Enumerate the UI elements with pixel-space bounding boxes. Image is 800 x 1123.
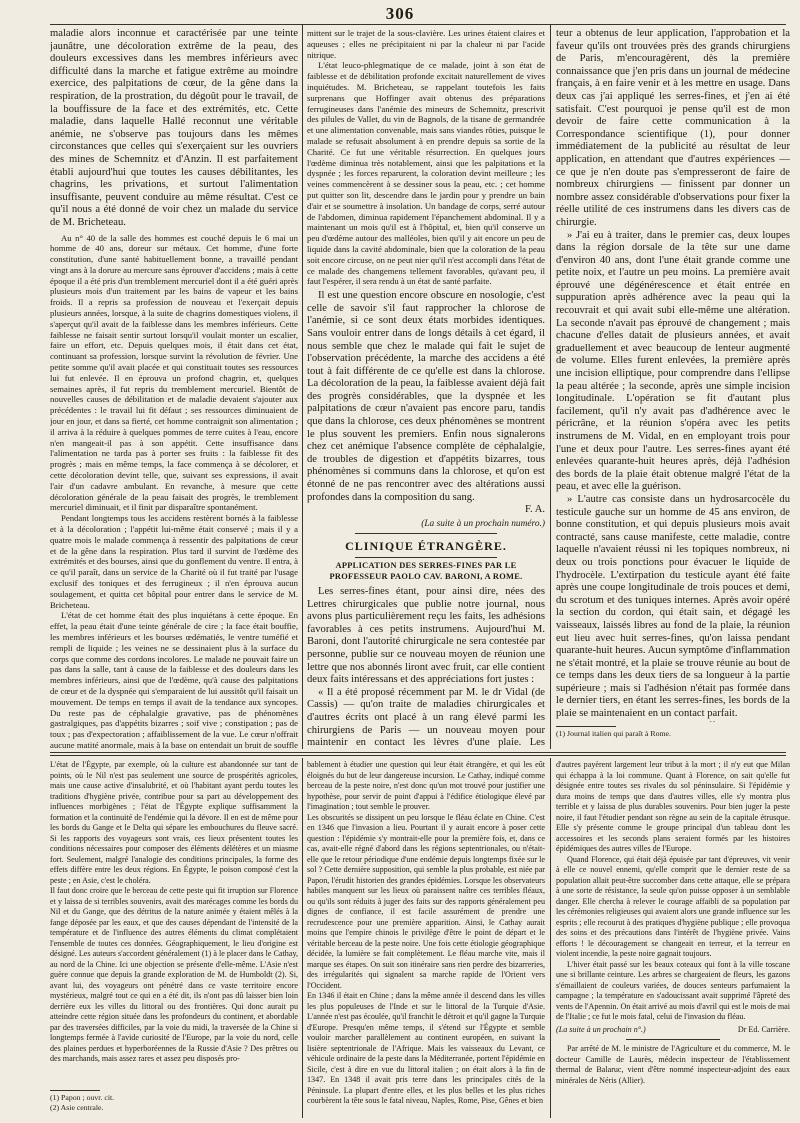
paragraph: L'état de l'Égypte, par exemple, où la culture est abandonnée sur tant de points, où le Nil n'est pas seulement une source de prospérités agricoles, mais une cause active d'insalubrité, et où l'habitant ayant perdu toutes les traditions d'hygiène privée, contribue pour sa part au développement des influences morbigènes ; l'état de l'Égypte explique suffisamment la formation et la continuité de l'endémie qui la dévore. Il en est de même pour les bords du Gange et le Delta qui sépare les embouchures du fleuve sacré. Si les rapports des voyageurs sont vrais, ces lieux présentent toutes les conditions nécessaires pour composer des éléments délétères et un miasme fort. Seulement, malgré l'analogie des conditions principales, la forme des effets diffère entre les deux régions. En Égypte, le poison composé c'est la peste ; en Asie, c'est le choléra. Il faut donc croire que le berceau de cette peste qui fit irruption sur Florence et y laissa de si terribles souvenirs, avait des marécages comme les bords du Nil et du Gange, que des détritus de la nature animée y étaient mêlés à la fange déposée par les eaux, et que des causes dépendant de l'intensité de la température et de l'influence des autres éléments du climat complétaient l'ensemble de toutes ces données. Géographiquement, le lieu d'origine est désigné. Les auteurs s'accordent généralement (1) à le placer dans le Cathay, au nord de la Chine. Ici une objection se présente d'elle-même. L'Asie n'est guère connue que depuis la grande exploration de M. de Humboldt (2). Si, avant lui, des voyageurs ont pénétré dans ce vaste territoire encore mystérieux, malgré tout ce qui en a été dit, ils n'ont pas dû laisser bien loin derrière eux les villes du littoral ou des frontières. Qui donc aurait pu atteindre cette région située dans les profondeurs du continent, et abordable par des traversées difficiles, par la voie du midi, la traversée de la Chine si longtemps fermée à l'avide curiosité de l'Europe, par la voie du nord, celle des plaines perdues et hyperboréennes de la Russie d'Asie ? Des prêtres ou des marchands, mais assez rares et assez peu disposés pro- xyxy=(50,760,298,1063)
paragraph: teur a obtenus de leur application, l'approbation et la faveur qu'ils ont trouvées près des grands chirurgiens de Paris, m'encouragèrent, dès la première connaissance que j'en pris dans un journal de médecine français, à en faire venir et à les mettre en usage. Dans deux cas j'ai appliqué les serres-fines, et j'en ai été satisfait. C'est pourquoi je pense qu'il est de mon devoir de faire cette communication à la Correspondance scientifique (1), pour donner immédiatement de la publicité au résultat de leur application, en attendant que d'autres expériences — ce que je n'en doute pas s'empresseront de faire de nombreux chirurgiens — finissent par donner un nombre assez considérable d'observations pour fixer la réelle utilité de ces instrumens dans les divers cas de chirurgie. xyxy=(556,28,790,228)
paragraph: Il est une question encore obscure en nosologie, c'est celle de savoir s'il faut rapprocher la chlorose de l'anémie, si ce sont deux états morbides identiques. Sans vouloir entrer dans de longs détails à cet égard, il nous semble que chez le malade qui fait le sujet de l'observation précédente, la marche des accidens a été tout à fait différente de ce qu'elle est dans la chlorose. La décoloration de la peau, la faiblesse avaient déjà fait des progrès considérables, que la dyspnée et les palpitations de cœur n'avaient pas encore paru, tandis que dans la chlorose, ces deux phénomènes se montrent le plus souvent les premiers. Enfin nous signalerons chez cet anémique l'absence complète de céphalalgie, de troubles de digestion et d'appétits bizarres, tous phénomènes si communs dans la chlorose, et qu'on est étonné de ne pas rencontrer avec des altérations aussi profondes dans la composition du sang. xyxy=(307,290,545,503)
footnote-rule xyxy=(556,726,616,727)
paragraph: Quand Florence, qui était déjà épuisée par tant d'épreuves, vit venir à elle ce nouvel ennemi, qu'elle comprit que le dernier reste de sa population allait peut-être succomber dans cette attaque, elle se prépara à une sorte de résistance, la seule qu'on puisse opposer à un semblable danger. Elle chercha à relever le courage affaibli de sa population par les cérémonies religieuses qui avaient alors une grande influence sur les esprits ; elle recourut à des pratiques d'hygiène publique ; elle provoqua des soins et des précautions dans l'intérêt de l'hygiène privée. Vains efforts ! le découragement se changeait en terreur, et la terreur en violent incendie, la peste noire gagnait toujours. xyxy=(556,854,790,958)
case-report-end xyxy=(307,28,545,287)
page-number: 306 xyxy=(385,4,415,23)
feuilleton-column-2 xyxy=(307,760,545,1118)
case-report xyxy=(50,233,298,751)
paragraph: L'état leuco-phlegmatique de ce malade, joint à son état de faiblesse et de débilitation profonde excitait naturellement de vives inquiétudes. M. Bricheteau, se rappelant toutefois les faits surprenans que Hoffinger avait obtenus des préparations ferrugineuses dans l'anémie des mineurs de Schemnitz, prescrivit des pilules de Vallet, du vin de Bagnols, de la tisane de germandrée et une alimentation convenable, mais sans viandes rôties, puisque le malade se refusait absolument à en prendre depuis sa sortie de la Charité. Ce fut une véritable résurrection. En quelques jours l'œdème diminua très notablement, ainsi que les palpitations et la dyspnée ; les forces reparurent, la coloration devint meilleure ; les veines commencèrent à se dessiner sous la peau, etc. ; cet homme put quitter son lit, descendre dans le jardin pour y prendre un bain d'air et se soumettre à insolation. Un bandage de corps, serré autour de l'abdomen, diminua rapidement l'épanchement abdominal. Il y a maintenant un mois qu'il est à l'hôpital, et, bien qu'il conserve un peu d'œdème autour des malléoles, bien qu'il y ait encore un peu de liquide dans la cavité abdominale, bien que la coloration de la peau soit encore circuse, on ne peut nier qu'il n'est accompli dans l'état de ce malade des changemens tellement favorables, qu'avant peu, il faut l'espérer, il sera rendu à un état de santé parfaite. xyxy=(307,60,545,287)
paragraph: L'état de cet homme était des plus inquiétans à cette époque. En effet, la peau était d'une teinte générale de cire ; la face était bouffie, les membres inférieurs et les bourses œdématiés, le ventre tuméfié et rempli de liquide ; les veines ne se dessinaient plus à la surface du corps que comme des cordons incolores. Le malade ne pouvait faire un pas dans la salle, tant à cause de la faiblesse et des douleurs dans les membres inférieurs, ainsi que de l'œdème, qu'à cause des palpitations de cœur et de la dyspnée qui s'emparaient de lui aussitôt qu'il faisait un mouvement. De temps en temps il avait de la tendance aux syncopes. Du reste pas de céphalalgie gravative, pas de phénomènes gastralgiques, pas d'appétits bizarres ; soif vive ; constipation ; pas de toux ; pas d'expectoration ; affaiblissement de la vue. Le cœur n'offrait aucune matité anormale, mais à la base on entendait un bruit de souffle xyxy=(50,610,298,750)
footnote: (1) Papon ; ouvr. cit. xyxy=(50,1093,115,1102)
column-3 xyxy=(556,28,790,722)
column-rule xyxy=(550,25,551,749)
paragraph: L'hiver était passé sur les beaux coteaux qui font à la ville toscane une si brillante ceinture. Les arbres se chargeaient de fleurs, les gazons s'émaillaient de couleurs variées, de douces senteurs parfumaient la campagne ; la température en s'adoucissant avait supprimé l'âpreté des vents de l'Apennin. On était arrivé au mois d'avril qui est le mois de mai de l'Italie ; ce fut le mois fatal, celui de l'invasion du fléau. xyxy=(556,959,790,1021)
column-rule xyxy=(302,758,303,1118)
paragraph: » L'autre cas consiste dans un hydrosarcocèle du testicule gauche sur un homme de 45 ans environ, de bonne constitution, et qui depuis plusieurs mois avait contracté, sans cause manifeste, cette maladie, contre laquelle n'avaient réussi ni les topiques nombreux, ni deux ou trois ponctions pour évacuer le liquide de l'hydrocèle. L'extirpation du testicule ayant été faite après une coupe longitudinale de trois pouces et demi, du scrotum et des tuniques internes. Après avoir opéré la section du cordon, qui était sain, et dégagé les vaisseaux, laissés libres au fond de la plaie, la réunion eut lieu avec huit serres-fines, qu'on laissa pendant quarante-huit heures. Aucun symptôme d'inflammation ne s'était montré, et la plaie se trouve réunie au bout de ce temps dans les deux tiers de sa longueur à la partie supérieure ; mais si l'adhésion n'était pas formée dans le dernier tiers, en étant les serres-fines, les bords de la plaie se maintenaient en un contact parfait. xyxy=(556,493,790,720)
column-rule xyxy=(302,25,303,749)
section-rule xyxy=(355,557,498,558)
section-title: CLINIQUE ÉTRANGÈRE. xyxy=(345,539,507,554)
feuilleton-rule xyxy=(50,752,786,753)
continued-note: (La suite à un prochain numéro.) xyxy=(421,518,545,529)
author-signature: Dr Ed. Carrière. xyxy=(737,1024,790,1034)
paragraph: Pendant longtemps tous les accidens restèrent bornés à la faiblesse et à la décoloration ; l'appétit lui-même était conservé ; mais il y a quatre mois le malade commença à ressentir des palpitations de cœur et de la gêne dans la respiration. Plus tard il survint de l'œdème des extrémités et des bourses, ainsi que du gonflement du ventre. Il entra, à ce qu'il paraît, dans un service de la Charité où il fut traité par l'usage exclusif des toniques et des ferrugineux ; il n'en éprouva aucun soulagement, et quitta cet hôpital pour entrer dans le service de M. Bricheteau. xyxy=(50,513,298,610)
paragraph: d'autres payèrent largement leur tribut à la mort ; il n'y eut que Milan qui échappa à la loi commune. Quant à Florence, on sait qu'elle fut désignée entre toutes ses rivales du sol péninsulaire. Si l'épidémie y dura moins de temps que dans d'autres villes, elle s'y montra plus terrible et y laissa de plus durables souvenirs. Pour bien juger la peste noire, il faut l'étudier pendant son règne au sein de la capitale étrusque. Elle s'y présente comme le groupe principal d'un tableau dont les accessoires et les seconds plans seraient formés par les histoires épidémiques des autres villes de l'Europe. xyxy=(556,760,790,853)
footnote-rule xyxy=(50,1090,100,1091)
footnote: (2) Asie centrale. xyxy=(50,1103,104,1112)
feuilleton-column-1 xyxy=(50,760,298,1086)
paragraph: bablement à étudier une question qui leur était étrangère, et qui les eût éloignés du but de leur dangereuse incursion. Le Cathay, indiqué comme berceau de la peste noire, n'est donc qu'un mot trouvé pour justifier une hypothèse, pour servir de point d'appui à l'édifice étiologique élevé par l'imagination ; tout semble le prouver. Les obscurités se dissipent un peu lorsque le fléau éclate en Chine. C'est en 1346 que l'invasion a lieu. Pourtant il y aurait encore à poser cette question : l'épidémie s'y montrait-elle pour la première fois, et, dans ce cas, avait-elle régné d'abord dans les régions septentrionales, ou n'était-elle que le retour périodique d'une endémie depuis longtemps fixée sur le sol ? Cette dernière supposition, qui semble la plus probable, est niée par Papon, l'érudit historien des grandes épidémies. Lorsque les observateurs habiles manquent sur les lieux où paraissent naître ces terribles fléaux, ou qu'ils sont réduits à juger des faits sur des rapports généralement peu dignes de confiance, il est facile assurément de prendre une recrudescence pour une première apparition. Ainsi, le Cathay aurait moins que l'empire chinois le privilège d'être le point de départ et le véritable berceau de la peste noire. Une fois cette étiologie géographique décidée, la lumière se fait complètement. Le fléau marche vite, mais il marque ses étapes. On suit son itinéraire sans rien perdre des bizarreries, des irrégularités qui signalent sa marche rapide de l'Orient vers l'Occident. En 1346 il était en Chine ; dans la même année il descend dans les villes les plus populeuses de l'Inde et sur le littoral de la Turquie d'Asie. L'année n'est pas écoulée, qu'il franchit le détroit et qu'il gagne la Turquie d'Europe. Presqu'en même temps, il s'étend sur l'Égypte et semble vouloir marcher parallèlement au continent européen, en suivant la lisière septentrionale de l'Afrique. Mais les vaisseaux du Levant, ce véhicule ordinaire de la peste dans la Méditerranée, portent l'épidémie en Sicile, c'est à dire en vue du littoral italien ; on était alors à la fin de 1347. En 1348 il avait pris terre dans les principales cités de la Péninsule. La plupart d'entre elles, et les plus belles et les plus riches courbèrent la tête sous le fatal niveau, Naples, Rome, Pise, Gênes et bien xyxy=(307,760,545,1105)
continued-note: (La suite à un prochain n°.) xyxy=(556,1024,646,1034)
footnotes xyxy=(50,1093,298,1113)
article-heading: APPLICATION DES SERRES-FINES PAR LE PROFESSEUR PAOLO CAV. BARONI, A ROME. xyxy=(329,561,523,581)
paragraph: Les serres-fines étant, pour ainsi dire, nées des Lettres chirurgicales que publie notre journal, nous avons plus particulièrement reçu les faits, les adhésions favorables à ces petits instrumens. Aujourd'hui M. Baroni, dont l'autorité chirurgicale ne sera contestée par personne, publie sur ce nouveau moyen de réunion une lettre que nos abonnés liront avec fruit, car elle contient deux faits intéressans et des appréciations fort justes : xyxy=(307,586,545,686)
paragraph: » J'ai eu à traiter, dans le premier cas, deux loupes dans la région dorsale de la tête sur une dame d'environ 40 ans, dont l'une était grande comme une petite noix, et l'autre un peu moins. La première avait éprouvé une dégénérescence et était entrée en suppuration après adhérence avec la peau qui la recouvrait et qui avait subi elle-même une altération. La seconde n'avait pas éprouvé de changement ; mais chacune d'elles datait de plusieurs années, et avait graduellement et avec beaucoup de lenteur augmenté de volume. Elles furent enlevées, la première après une incision elliptique, pour comprendre dans l'ellipse la peau altérée ; la seconde, après une simple incision longitudinale. L'opération se fit d'autant plus facilement, qu'il n'y avait pas d'adhérence avec le péricrâne, et la réunion s'opéra avec les petits instrumens de M. Vidal, en en employant trois pour l'une et deux pour l'autre. Les serres-fines ayant été enlevées quarante-huit heures après, déjà l'adhésion des bords de la plaie était obtenue malgré l'état de la peau, et avec elle la guérison. xyxy=(556,229,790,493)
column-2 xyxy=(307,28,545,750)
paragraph: « Il a été proposé récemment par M. le dr Vidal (de Cassis) — qu'on traite de maladies chirurgicales et d'autres écrits ont placé à un rang élevé parmi les chirurgiens de Paris — un nouveau moyen pour maintenir en contact les lèvres d'une plaie. Les xyxy=(307,686,545,749)
feuilleton-signoff xyxy=(556,1025,790,1036)
news-item: Par arrêté de M. le ministre de l'Agriculture et du commerce, M. le docteur Camille de Laurès, médecin inspecteur de l'établissement thermal de Balaruc, vient d'être nommé inspecteur-adjoint des eaux minérales de Néris (Allier). xyxy=(556,1044,790,1085)
news-rule xyxy=(626,1039,720,1040)
paragraph: mittent sur le trajet de la sous-clavière. Les urines étaient claires et aqueuses ; elles ne précipitaient ni par la chaleur ni par l'acide nitrique. xyxy=(307,28,545,60)
column-rule xyxy=(550,758,551,1118)
paragraph: Au n° 40 de la salle des hommes est couché depuis le 6 mai un homme de 40 ans, doreur sur métaux. Cet homme, d'une forte constitution, d'une santé habituellement bonne, a travaillé pendant vingt ans à la dorure au mercure sans éprouver d'accidens ; mais à cette époque il a été pris d'un tremblement mercuriel dont il a été guéri après plusieurs mois d'un traitement par les bains de vapeur et les bains froids. Il a repris sa profession de nouveau et l'exerçait depuis plusieurs années, lorsque, à la suite de chagrins domestiques violens, il s'aperçut qu'il avait de la faiblesse dans les membres inférieurs. Cette faiblesse ne faisait sentir surtout lorsqu'il voulait monter un escalier, faire un effort, etc. Depuis quelques mois, il était dans cet état, continuant sa profession, lorsque survint la révolution de février. Une petite somme qu'il avait placée et qui constituait toutes ses ressources lui fut enlevée. Il en éprouva un profond chagrin, et, quelques semaines après, il fut repris du tremblement mercuriel. Bientôt de nouvelles causes de débilitation et de maladie devaient s'ajouter aux précédentes : le travail lui fit défaut ; ses ressources diminuaient de jour en jour, et dans sa fierté, cet homme contraignit son alimentation ; il arriva à la réduire à quelques pommes de terre cuites à l'eau, encore n'en mangeait-il pas à son appétit. Cette insuffisance dans l'alimentation ne tarda pas à porter ses fruits : la faiblesse fit des progrès ; mais en même temps, la face commença à se décolorer, et cette décoloration devint telle, que, suivant ses expressions, il avait l'air d'un cadavre ambulant. En revanche, à mesure que cette décoloration générale de la peau faisait des progrès, le tremblement mercuriel diminuait, et il finit par disparaître spontanément. xyxy=(50,232,298,513)
footnote: (1) Journal italien qui paraît à Rome. xyxy=(556,729,671,738)
author-signature: F. A. xyxy=(524,504,545,516)
feuilleton-rule xyxy=(50,755,786,756)
paragraph: maladie alors inconnue et caractérisée par une teinte jaunâtre, une décoloration extrême de la peau, des douleurs excessives dans les membres inférieurs avec difficulté dans la marche et fatigue extrême au moindre exercice, des palpitations de cœur, de la gêne dans la respiration, de la prostration, du dégoût pour le travail, de la bouffissure de la face et des extrémités, etc. Cette maladie, dans laquelle Hallé reconnut une véritable anémie, ne s'observe pas toujours dans les mêmes circonstances que celles qui s'exerçaient sur les ouvriers des mines de Schemnitz et d'Anzin. Il est parfaitement établi aujourd'hui que toutes les causes débilitantes, les chagrins, les privations, et surtout l'alimentation insuffisante, peuvent conduire au même résultat. C'est ce qu'il nous a été donné de voir chez un malade du service de M. Bricheteau. xyxy=(50,28,298,228)
top-rule xyxy=(50,24,786,25)
paragraph xyxy=(556,721,790,722)
feuilleton-column-3 xyxy=(556,760,790,1118)
section-rule xyxy=(355,533,498,534)
column-1 xyxy=(50,28,298,750)
